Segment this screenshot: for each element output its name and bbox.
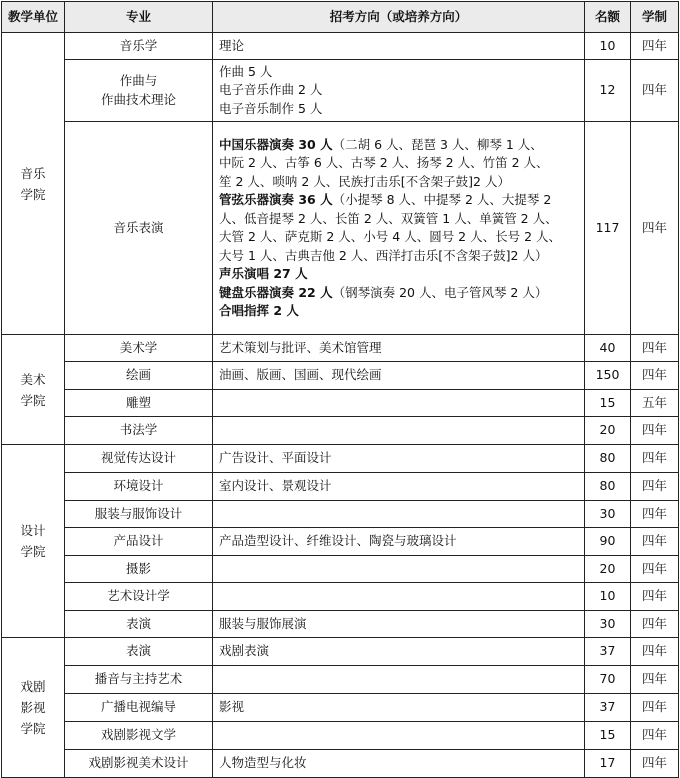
years-cell: 五年 [631, 390, 679, 417]
years-cell: 四年 [631, 362, 679, 390]
unit-cell-fine-arts [2, 335, 65, 445]
direction-text: （小提琴 8 人、中提琴 2 人、大提琴 2 [332, 192, 552, 207]
table-row [2, 362, 679, 390]
major-cell: 音乐表演 [65, 122, 213, 335]
quota-cell: 15 [585, 722, 631, 750]
direction-cell: 戏剧表演 [213, 638, 585, 666]
major-cell: 广播电视编导 [65, 694, 213, 722]
direction-cell [213, 666, 585, 694]
table-row [2, 666, 679, 694]
quota-cell: 117 [585, 122, 631, 335]
unit-name-line: 美术 [20, 371, 46, 387]
major-line: 作曲技术理论 [100, 91, 176, 107]
direction-cell: 室内设计、景观设计 [213, 473, 585, 501]
quota-cell: 10 [585, 583, 631, 611]
major-cell: 产品设计 [65, 528, 213, 556]
years-cell: 四年 [631, 122, 679, 335]
quota-cell: 37 [585, 694, 631, 722]
unit-name-line: 学院 [20, 392, 46, 408]
direction-cell: 影视 [213, 694, 585, 722]
quota-cell: 80 [585, 473, 631, 501]
direction-line: 作曲 5 人 [219, 63, 273, 79]
major-cell: 表演 [65, 638, 213, 666]
table-row [2, 583, 679, 611]
direction-heading: 管弦乐器演奏 36 人 [219, 192, 333, 207]
quota-cell: 20 [585, 417, 631, 445]
years-cell: 四年 [631, 33, 679, 60]
quota-cell: 10 [585, 33, 631, 60]
direction-heading: 键盘乐器演奏 22 人 [219, 284, 333, 300]
major-cell: 服装与服饰设计 [65, 501, 213, 528]
direction-cell: 油画、版画、国画、现代绘画 [213, 362, 585, 390]
table-row [2, 335, 679, 362]
unit-name-line: 学院 [20, 186, 46, 202]
quota-cell: 70 [585, 666, 631, 694]
header-direction: 招考方向（或培养方向） [213, 2, 585, 33]
table-row [2, 33, 679, 60]
direction-cell: 广告设计、平面设计 [213, 445, 585, 473]
major-line: 作曲与 [119, 73, 158, 88]
major-cell: 视觉传达设计 [65, 445, 213, 473]
quota-cell: 20 [585, 556, 631, 583]
direction-text: 笙 2 人、唢呐 2 人、民族打击乐[不含架子鼓]2 人） [219, 173, 510, 189]
table-row [2, 528, 679, 556]
years-cell: 四年 [631, 556, 679, 583]
major-cell: 雕塑 [65, 390, 213, 417]
years-cell: 四年 [631, 694, 679, 722]
unit-name-line: 学院 [20, 544, 46, 559]
quota-cell: 12 [585, 60, 631, 122]
years-cell: 四年 [631, 722, 679, 750]
table-row [2, 390, 679, 417]
direction-text: （钢琴演奏 20 人、电子管风琴 2 人） [332, 284, 548, 300]
years-cell: 四年 [631, 528, 679, 556]
quota-cell: 17 [585, 750, 631, 778]
major-cell: 摄影 [65, 556, 213, 583]
direction-text: 大号 1 人、古典吉他 2 人、西洋打击乐[不含架子鼓]2 人） [219, 247, 548, 263]
direction-cell [213, 583, 585, 611]
direction-heading: 中国乐器演奏 30 人 [219, 136, 333, 152]
table-row [2, 473, 679, 501]
table-row [2, 501, 679, 528]
quota-cell: 40 [585, 335, 631, 362]
quota-cell: 30 [585, 611, 631, 638]
direction-text: （二胡 6 人、琵琶 3 人、柳琴 1 人、 [332, 136, 543, 152]
years-cell: 四年 [631, 445, 679, 473]
years-cell: 四年 [631, 501, 679, 528]
direction-cell [213, 122, 585, 335]
unit-name-line: 戏剧 [20, 679, 46, 694]
table-row [2, 638, 679, 666]
unit-cell-drama-film [2, 638, 65, 778]
quota-cell: 80 [585, 445, 631, 473]
enrollment-table [1, 1, 679, 778]
years-cell: 四年 [631, 335, 679, 362]
direction-cell: 人物造型与化妆 [213, 750, 585, 778]
quota-cell: 150 [585, 362, 631, 390]
unit-name-line: 学院 [20, 721, 46, 736]
header-years: 学制 [631, 2, 679, 33]
direction-cell: 艺术策划与批评、美术馆管理 [213, 335, 585, 362]
years-cell: 四年 [631, 583, 679, 611]
direction-heading: 合唱指挥 2 人 [219, 303, 299, 318]
table-row [2, 60, 679, 122]
direction-line: 电子音乐作曲 2 人 [219, 82, 323, 98]
major-cell: 戏剧影视美术设计 [65, 750, 213, 778]
table-row [2, 417, 679, 445]
table-row [2, 611, 679, 638]
years-cell: 四年 [631, 473, 679, 501]
years-cell: 四年 [631, 417, 679, 445]
direction-cell: 产品造型设计、纤维设计、陶瓷与玻璃设计 [213, 528, 585, 556]
years-cell: 四年 [631, 611, 679, 638]
direction-cell [213, 417, 585, 445]
direction-text: 人、低音提琴 2 人、长笛 2 人、双簧管 1 人、单簧管 2 人、 [219, 210, 558, 226]
direction-line: 电子音乐制作 5 人 [219, 100, 323, 116]
unit-cell-design [2, 445, 65, 638]
table-row [2, 694, 679, 722]
direction-cell [213, 556, 585, 583]
table-row [2, 750, 679, 778]
major-cell: 表演 [65, 611, 213, 638]
years-cell: 四年 [631, 638, 679, 666]
direction-cell [213, 722, 585, 750]
major-cell: 艺术设计学 [65, 583, 213, 611]
unit-name-line: 音乐 [20, 165, 46, 181]
major-cell: 戏剧影视文学 [65, 722, 213, 750]
quota-cell: 90 [585, 528, 631, 556]
direction-text: 中阮 2 人、古筝 6 人、古琴 2 人、扬琴 2 人、竹笛 2 人、 [219, 155, 549, 170]
direction-text: 大管 2 人、萨克斯 2 人、小号 4 人、圆号 2 人、长号 2 人、 [219, 229, 561, 244]
major-cell: 书法学 [65, 417, 213, 445]
direction-cell: 服装与服饰展演 [213, 611, 585, 638]
years-cell: 四年 [631, 750, 679, 778]
major-cell: 美术学 [65, 335, 213, 362]
major-cell: 音乐学 [65, 33, 213, 60]
table-row [2, 122, 679, 335]
header-major: 专业 [65, 2, 213, 33]
major-cell: 环境设计 [65, 473, 213, 501]
years-cell: 四年 [631, 60, 679, 122]
unit-name-line: 设计 [20, 523, 46, 538]
table-row [2, 445, 679, 473]
direction-cell [213, 60, 585, 122]
direction-cell: 理论 [213, 33, 585, 60]
header-quota: 名额 [585, 2, 631, 33]
quota-cell: 15 [585, 390, 631, 417]
table-row [2, 556, 679, 583]
unit-name-line: 影视 [20, 700, 46, 715]
direction-heading: 声乐演唱 27 人 [219, 266, 308, 281]
direction-cell [213, 501, 585, 528]
header-row [2, 2, 679, 33]
quota-cell: 37 [585, 638, 631, 666]
years-cell: 四年 [631, 666, 679, 694]
major-cell: 播音与主持艺术 [65, 666, 213, 694]
direction-cell [213, 390, 585, 417]
major-cell: 绘画 [65, 362, 213, 390]
table-row [2, 722, 679, 750]
unit-cell-music [2, 33, 65, 335]
major-cell [65, 60, 213, 122]
quota-cell: 30 [585, 501, 631, 528]
header-unit: 教学单位 [2, 2, 65, 33]
